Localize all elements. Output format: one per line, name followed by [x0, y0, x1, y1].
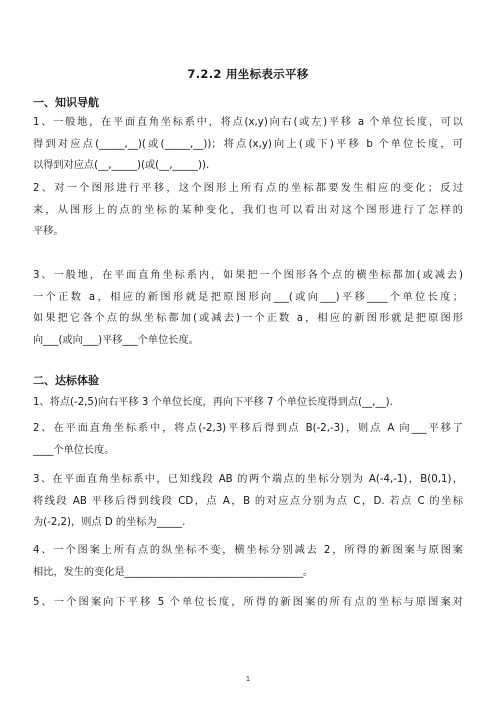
section-heading-knowledge: 一、知识导航 [33, 96, 99, 109]
text-line: 1、将点(-2,5)向右平移 3 个单位长度，再向下平移 7 个单位长度得到点(__,__). [33, 397, 393, 408]
section-heading-practice: 二、达标体验 [33, 374, 99, 387]
page-number: 1 [245, 675, 251, 683]
text-line: 2、对一个图形进行平移，这个图形上所有点的坐标都要发生相应的变化；反过 [33, 183, 463, 194]
exercise-1 [33, 392, 463, 414]
paragraph-3 [33, 265, 463, 351]
text-line: 2、在平面直角坐标系中，将点(-2,3)平移后得到点 B(-2,-3)，则点 A 向___平移了 [33, 423, 463, 434]
paragraph-1 [33, 112, 463, 177]
text-line: 相比，发生的变化是___________________________________。 [33, 566, 314, 578]
text-line: 向___(或向___)平移___个单位长度。 [33, 334, 199, 346]
page-title: 7.2.2 用坐标表示平移 [187, 67, 309, 81]
text-line: 如果把它各个点的纵坐标都加(或减去)一个正数 a，相应的新图形就是把原图形 [33, 313, 463, 324]
text-line: 4、一个图案上所有点的纵坐标不变，横坐标分别减去 2，所得的新图案与原图案 [33, 545, 463, 556]
text-line: 得到对应点(_____,__)(或(_____,__))；将点(x,y)向上(或下)平移 b 个单位长度，可 [33, 138, 463, 150]
text-line: 平移。 [33, 226, 64, 237]
text-line: 3、在平面直角坐标系中，已知线段 AB 的两个端点的坐标分别为 A(-4,-1)，B(0,1)， [33, 474, 463, 485]
text-line: 1、一般地，在平面直角坐标系中，将点(x,y)向右(或左)平移 a 个单位长度，可以 [33, 117, 463, 128]
text-line: 一个正数 a，相应的新图形就是把原图形向___(或向___)平移____个单位长度； [33, 291, 463, 303]
text-line: 来，从图形上的点的坐标的某种变化，我们也可以看出对这个图形进行了怎样的 [33, 204, 463, 216]
paragraph-2 [33, 178, 463, 243]
exercise-3 [33, 469, 463, 534]
text-line: 为(-2,2)，则点 D 的坐标为_____. [33, 517, 186, 528]
exercise-4 [33, 540, 463, 583]
text-line: ____个单位长度。 [33, 444, 115, 456]
text-line: 5、一个图案向下平移 5 个单位长度，所得的新图案的所有点的坐标与原图案对 [33, 597, 463, 608]
text-line: 以得到对应点(__,_____)(或(__,_____)). [33, 160, 210, 171]
exercise-2 [33, 418, 463, 461]
text-line: 3、一般地，在平面直角坐标系内，如果把一个图形各个点的横坐标都加(或减去) [33, 270, 463, 281]
exercise-5 [33, 592, 463, 614]
text-line: 将线段 AB 平移后得到线段 CD，点 A，B 的对应点分别为点 C，D. 若点 C 的坐标 [33, 495, 463, 507]
